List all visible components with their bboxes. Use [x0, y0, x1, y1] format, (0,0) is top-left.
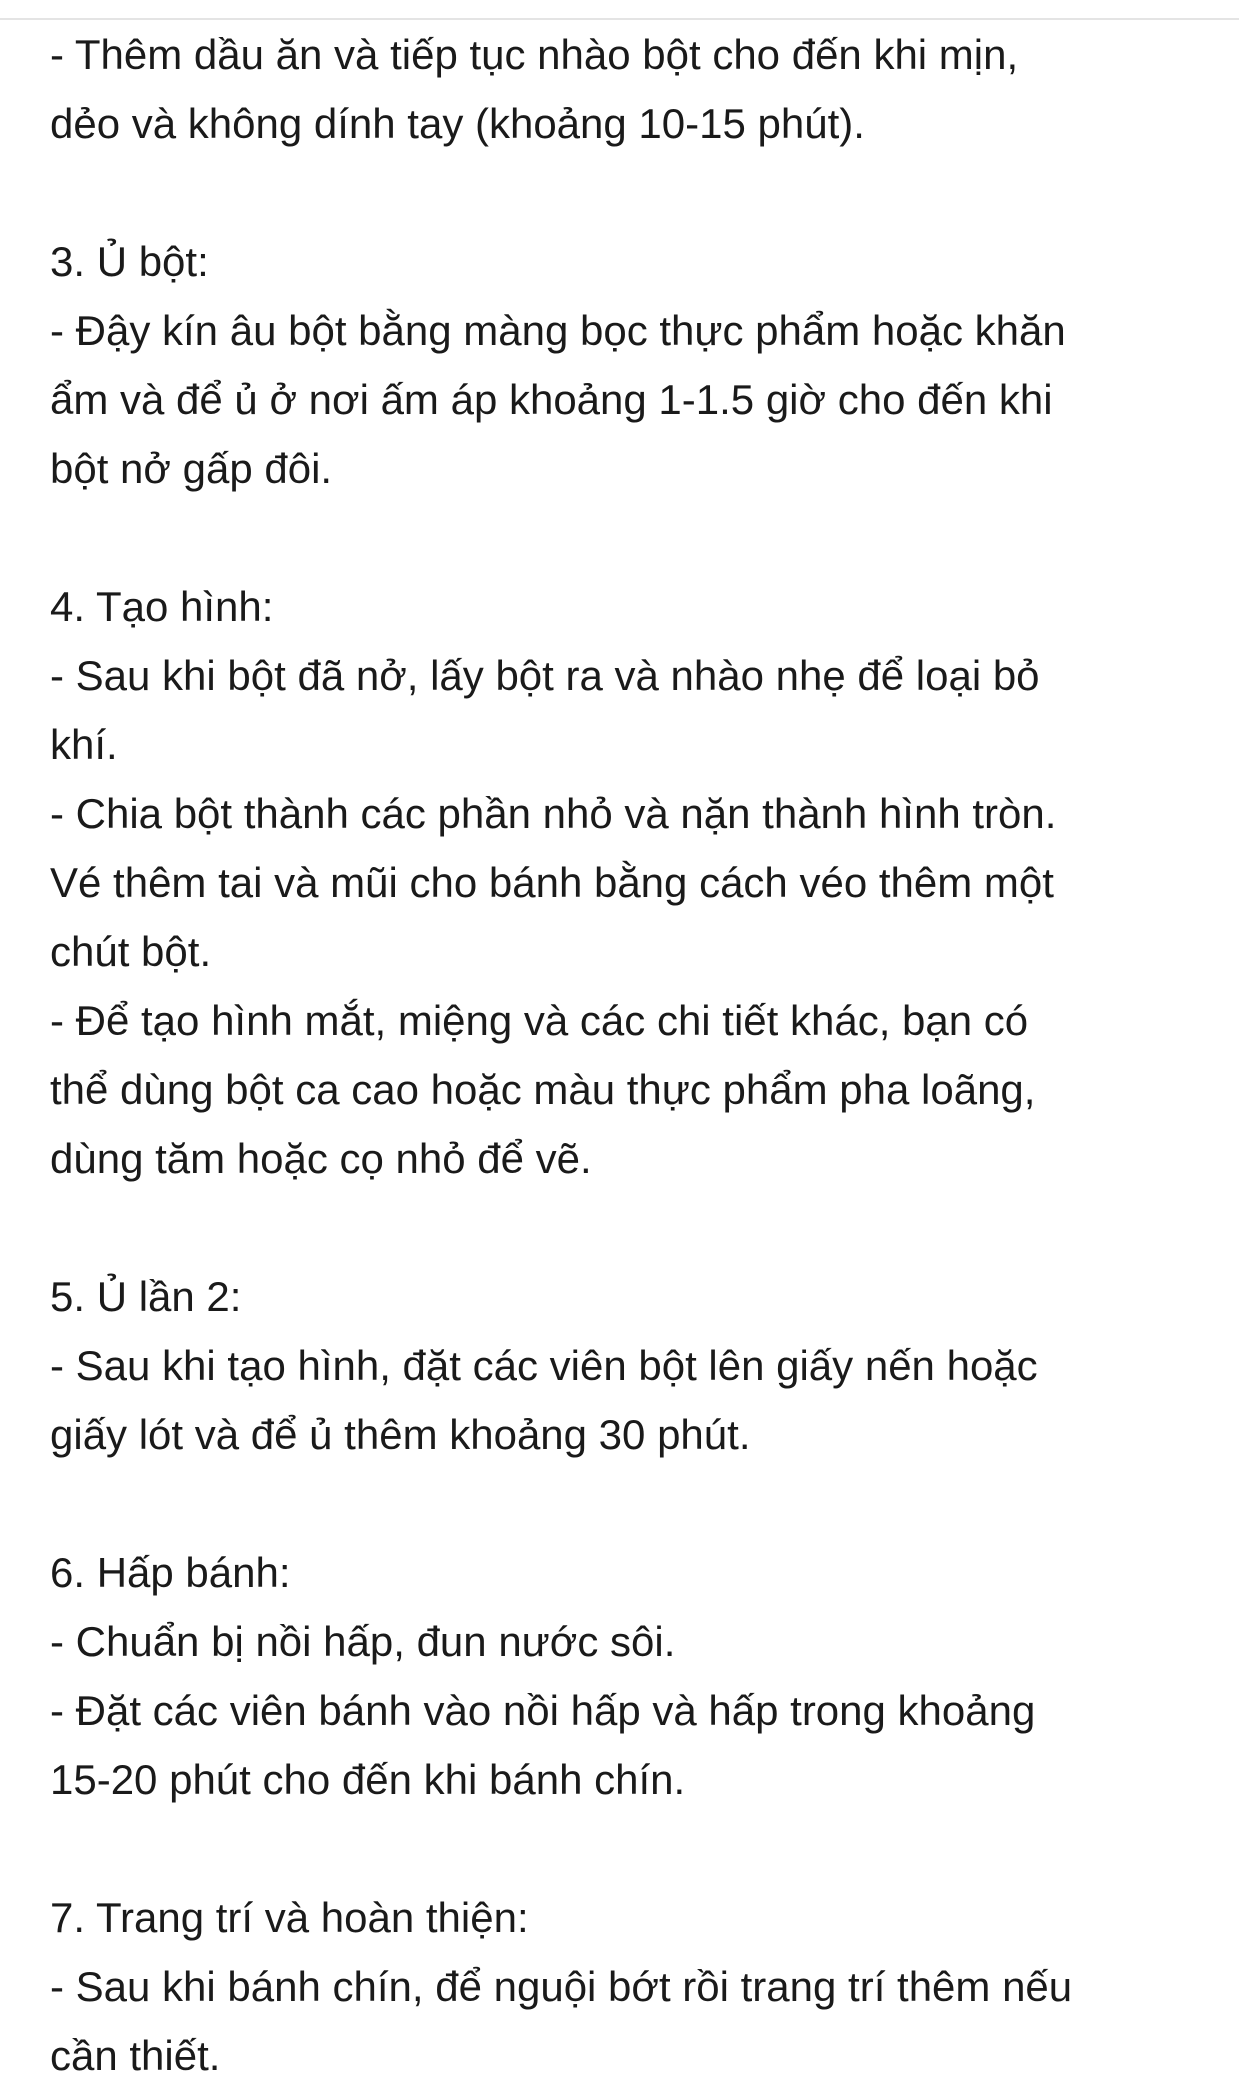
text-line: 15-20 phút cho đến khi bánh chín.	[50, 1756, 686, 1803]
text-line: chút bột.	[50, 928, 212, 975]
step-heading: 4. Tạo hình:	[50, 583, 274, 630]
step-heading: 3. Ủ bột:	[50, 238, 209, 285]
text-line: dẻo và không dính tay (khoảng 10-15 phút).	[50, 100, 865, 147]
step-heading: 7. Trang trí và hoàn thiện:	[50, 1894, 529, 1941]
text-line: thể dùng bột ca cao hoặc màu thực phẩm pha loãng,	[50, 1066, 1036, 1113]
text-line: Vé thêm tai và mũi cho bánh bằng cách véo thêm một	[50, 859, 1054, 906]
paragraph-gap	[50, 158, 1210, 227]
text-line: - Chuẩn bị nồi hấp, đun nước sôi.	[50, 1618, 676, 1665]
text-line: - Đặt các viên bánh vào nồi hấp và hấp trong khoảng	[50, 1687, 1036, 1734]
text-line: cần thiết.	[50, 2032, 221, 2079]
paragraph-gap	[50, 1193, 1210, 1262]
text-line: - Chia bột thành các phần nhỏ và nặn thành hình tròn.	[50, 790, 1057, 837]
text-line: bột nở gấp đôi.	[50, 445, 333, 492]
text-line: - Thêm dầu ăn và tiếp tục nhào bột cho đến khi mịn,	[50, 31, 1019, 78]
text-line: - Đậy kín âu bột bằng màng bọc thực phẩm hoặc khăn	[50, 307, 1066, 354]
text-line: - Sau khi tạo hình, đặt các viên bột lên giấy nến hoặc	[50, 1342, 1038, 1389]
text-line: khí.	[50, 721, 118, 768]
text-line: - Sau khi bột đã nở, lấy bột ra và nhào nhẹ để loại bỏ	[50, 652, 1040, 699]
step-heading: 6. Hấp bánh:	[50, 1549, 291, 1596]
step-heading: 5. Ủ lần 2:	[50, 1273, 242, 1320]
text-line: dùng tăm hoặc cọ nhỏ để vẽ.	[50, 1135, 592, 1182]
paragraph-gap	[50, 503, 1210, 572]
paragraph-gap	[50, 1814, 1210, 1883]
text-line: ẩm và để ủ ở nơi ấm áp khoảng 1-1.5 giờ cho đến khi	[50, 376, 1053, 423]
text-line: giấy lót và để ủ thêm khoảng 30 phút.	[50, 1411, 751, 1458]
paragraph-gap	[50, 1469, 1210, 1538]
recipe-steps-text	[50, 20, 1210, 2090]
text-line: - Sau khi bánh chín, để nguội bớt rồi trang trí thêm nếu	[50, 1963, 1073, 2010]
text-line: - Để tạo hình mắt, miệng và các chi tiết khác, bạn có	[50, 997, 1029, 1044]
